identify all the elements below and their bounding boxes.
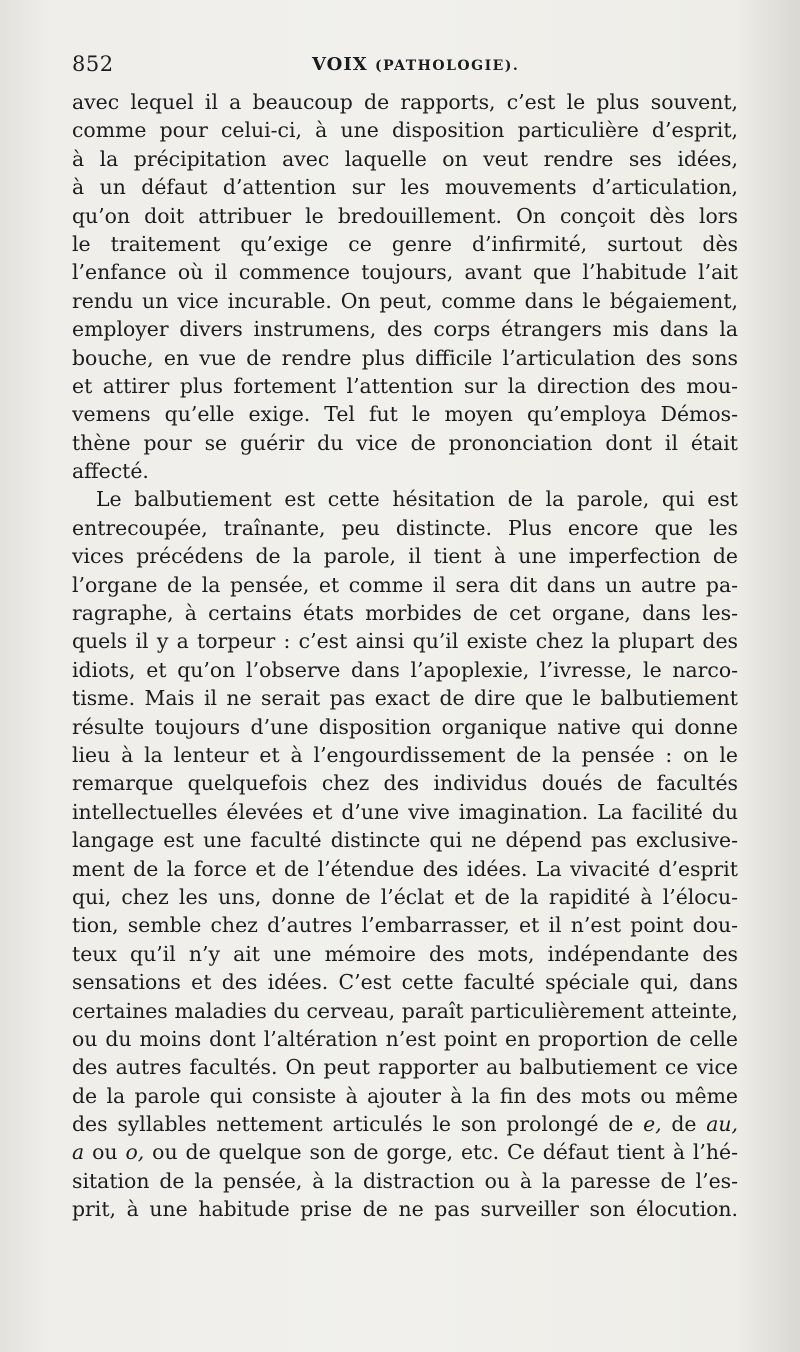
running-head-main: VOIX: [312, 54, 368, 75]
running-head: [312, 54, 519, 75]
text-line: ragraphe, à certains états morbides de cet organe, dans les-: [72, 601, 738, 626]
text-line: ment de la force et de l’étendue des idées. La vivacité d’esprit: [72, 856, 738, 881]
text-line: vemens qu’elle exige. Tel fut le moyen qu’employa Démos-: [72, 402, 738, 427]
italic-text: e,: [643, 1112, 662, 1137]
text-line: intellectuelles élevées et d’une vive imagination. La facilité du: [72, 799, 738, 824]
text-line: [72, 1110, 738, 1138]
text-line: à la précipitation avec laquelle on veut rendre ses idées,: [72, 146, 738, 171]
text-line: des autres facultés. On peut rapporter au balbutiement ce vice: [72, 1055, 738, 1080]
text-line: Le balbutiement est cette hésitation de la parole, qui est: [96, 487, 738, 512]
text-line: remarque quelquefois chez des individus doués de facultés: [72, 771, 738, 796]
page-number: 852: [72, 52, 114, 76]
paragraph-1: [72, 88, 738, 485]
text-line: teux qu’il n’y ait une mémoire des mots, indépendante des: [72, 941, 738, 966]
italic-text: a: [72, 1140, 85, 1165]
paragraph-2: [72, 485, 738, 1223]
text-line: idiots, et qu’on l’observe dans l’apoplexie, l’ivresse, le narco-: [72, 657, 738, 682]
text-line: l’enfance où il commence toujours, avant que l’habitude l’ait: [72, 260, 738, 285]
text-segment: ou: [92, 1140, 118, 1165]
text-line: qui, chez les uns, donne de l’éclat et de la rapidité à l’élocu-: [72, 884, 738, 909]
text-line: tion, semble chez d’autres l’embarrasser, et il n’est point dou-: [72, 913, 738, 938]
text-line: à un défaut d’attention sur les mouvements d’articulation,: [72, 175, 738, 200]
italic-text: o,: [125, 1140, 145, 1165]
text-line: lieu à la lenteur et à l’engourdissement de la pensée : on le: [72, 742, 738, 767]
text-line: entrecoupée, traînante, peu distincte. Plus encore que les: [72, 515, 738, 540]
text-line: employer divers instrumens, des corps étrangers mis dans la: [72, 317, 738, 342]
text-line: bouche, en vue de rendre plus difficile l’articulation des sons: [72, 345, 738, 370]
text-line: tisme. Mais il ne serait pas exact de dire que le balbutiement: [72, 686, 738, 711]
text-line: sitation de la pensée, à la distraction ou à la paresse de l’es-: [72, 1168, 738, 1193]
text-segment: des syllables nettement articulés le son prolongé de: [72, 1112, 634, 1137]
text-line: prit, à une habitude prise de ne pas surveiller son élocution.: [72, 1197, 738, 1222]
text-line: ou du moins dont l’altération n’est point en proportion de celle: [72, 1026, 738, 1051]
text-line: et attirer plus fortement l’attention sur la direction des mou-: [72, 373, 738, 398]
body-text: [72, 88, 738, 1224]
text-line: thène pour se guérir du vice de prononciation dont il était: [72, 430, 738, 455]
page-header: [72, 52, 738, 86]
text-line: de la parole qui consiste à ajouter à la fin des mots ou même: [72, 1083, 738, 1108]
text-line: vices précédens de la parole, il tient à une imperfection de: [72, 544, 738, 569]
text-segment: de: [671, 1112, 697, 1137]
text-line: sensations et des idées. C’est cette faculté spéciale qui, dans: [72, 970, 738, 995]
text-line: qu’on doit attribuer le bredouillement. On conçoit dès lors: [72, 203, 738, 228]
text-line: affecté.: [72, 459, 149, 484]
running-head-sub: (PATHOLOGIE).: [375, 58, 520, 74]
text-line: rendu un vice incurable. On peut, comme dans le bégaiement,: [72, 288, 738, 313]
text-line: certaines maladies du cerveau, paraît particulièrement atteinte,: [72, 998, 738, 1023]
text-line: l’organe de la pensée, et comme il sera dit dans un autre pa-: [72, 572, 738, 597]
text-line: langage est une faculté distincte qui ne dépend pas exclusive-: [72, 828, 738, 853]
italic-text: au,: [706, 1112, 738, 1137]
text-segment: ou de quelque son de gorge, etc. Ce défaut tient à l’hé-: [152, 1140, 738, 1165]
text-line: quels il y a torpeur : c’est ainsi qu’il existe chez la plupart des: [72, 629, 738, 654]
text-line: comme pour celui-ci, à une disposition particulière d’esprit,: [72, 118, 738, 143]
text-line: avec lequel il a beaucoup de rapports, c’est le plus souvent,: [72, 90, 738, 114]
text-line: [72, 1138, 738, 1166]
text-line: le traitement qu’exige ce genre d’infirmité, surtout dès: [72, 231, 738, 256]
text-line: résulte toujours d’une disposition organique native qui donne: [72, 714, 738, 739]
